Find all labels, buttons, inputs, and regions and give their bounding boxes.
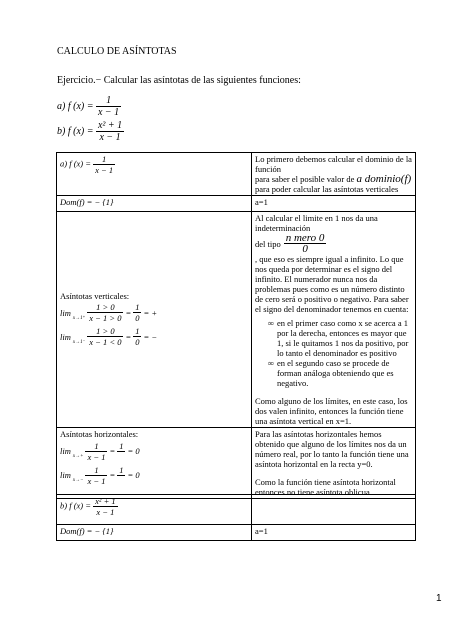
limit-result: = + [143, 307, 158, 318]
limit-subscript: x→− [72, 478, 84, 483]
analysis-table-a [56, 152, 416, 499]
table-a-domain: Dom(f) = − {1} [57, 196, 252, 212]
table-a-domain-note [252, 153, 416, 196]
limit-result-numerator: 1 [135, 302, 140, 312]
limit-numerator: 1 > 0 [96, 302, 115, 312]
horizontal-explanation: Para las asíntotas horizontales hemos obtenido que alguno de los límites nos da un número real, por lo tanto la función tiene una asíntota horizontal en la recta y=0. [255, 429, 409, 469]
explanation-line2: del tipo [255, 238, 281, 249]
vertical-asymptotes-cell [57, 212, 252, 428]
table-a-denominator: x − 1 [95, 165, 114, 175]
indeterminate-numerator: n mero 0 [285, 232, 325, 244]
oblique-conclusion: Como la función tiene asíntota horizontal entonces no tiene asíntota oblicua. [255, 477, 396, 497]
vertical-asymptotes-explanation [252, 212, 416, 428]
table-a-label: a) [60, 158, 68, 169]
vertical-limit-right [60, 301, 248, 325]
table-b-fx: f (x) = [69, 500, 91, 511]
vertical-asymptotes-title: Asíntotas verticales: [60, 290, 130, 301]
vertical-limit-left [60, 325, 248, 349]
function-b [57, 120, 124, 143]
limit-equals: = [109, 470, 116, 480]
exercise-statement: Ejercicio.− Calcular las asíntotas de las siguientes funciones: [57, 75, 301, 86]
table-a-domain-value: a=1 [252, 196, 416, 212]
table-a-function-cell [57, 153, 252, 196]
limit-result-denominator: 0 [135, 337, 140, 347]
limit-symbol: lim [60, 331, 71, 342]
limit-result: = 0 [127, 470, 140, 480]
limit-denominator: x − 1 < 0 [89, 337, 122, 347]
function-b-fx: f (x) = [67, 125, 94, 137]
list-item: ∞ en el primer caso como x se acerca a 1 por la derecha, entonces es mayor que 1, si le quitamos 1 nos da positivo, por lo tanto el denominador es positivo [277, 318, 412, 358]
function-b-denominator: x − 1 [96, 131, 124, 143]
limit-equals: = [125, 331, 132, 342]
limit-result-numerator: 1 [119, 464, 124, 475]
limit-numerator: 1 > 0 [96, 326, 115, 336]
table-b-denominator: x − 1 [93, 506, 118, 517]
limit-result-numerator: 1 [119, 440, 124, 451]
function-a-fx: f (x) = [67, 100, 94, 112]
limit-symbol: lim [60, 307, 71, 318]
table-b-domain-value: a=1 [252, 525, 416, 541]
horizontal-limit-plus [60, 439, 248, 463]
limit-subscript: x→+ [72, 454, 84, 459]
domain-note-math: a dominio(f) [356, 173, 412, 185]
function-a-denominator: x − 1 [97, 107, 120, 118]
table-a-fx: f (x) = [69, 158, 91, 169]
limit-result: = 0 [127, 446, 140, 456]
function-a-numerator: 1 [106, 95, 112, 106]
table-b-empty-cell [252, 495, 416, 525]
limit-symbol: lim [60, 470, 71, 480]
table-b-domain: Dom(f) = − {1} [57, 525, 252, 541]
domain-note-line1: Lo primero debemos calcular el dominio de la función [255, 154, 412, 174]
limit-result-denominator: 0 [135, 313, 140, 323]
sign-analysis-list [255, 318, 412, 388]
page-number: 1 [436, 593, 442, 604]
limit-denominator: x − 1 [87, 475, 106, 486]
table-b-function-cell [57, 495, 252, 525]
table-a-numerator: 1 [102, 154, 107, 164]
limit-result-denominator [117, 475, 125, 486]
function-a [57, 95, 121, 118]
limit-symbol: lim [60, 446, 71, 456]
limit-result-numerator: 1 [135, 326, 140, 336]
function-b-numerator: x² + 1 [97, 120, 123, 131]
limit-result: = − [143, 331, 158, 342]
indeterminate-denominator: 0 [284, 243, 327, 254]
table-b-label: b) [60, 500, 68, 511]
list-item: ∞ en el segundo caso se procede de forman análoga obteniendo que es negativo. [277, 358, 412, 388]
limit-subscript: x→1⁻ [72, 339, 86, 345]
function-a-label: a) [57, 100, 66, 112]
horizontal-asymptotes-explanation [252, 428, 416, 499]
horizontal-asymptotes-cell [57, 428, 252, 499]
document-title: CALCULO DE ASÍNTOTAS [57, 46, 177, 57]
limit-numerator: 1 [94, 440, 99, 451]
vertical-conclusion: Como alguno de los límites, en este caso, los dos valen infinito, entonces la función tiene una asíntota vertical en x=1. [255, 396, 408, 426]
explanation-paragraph: , que eso es siempre igual a infinito. Lo que nos queda por determinar es el signo del infinito. El numerador nunca nos da problemas pues como es un número distinto de cero será o positivo o negativo. Para saber el signo del denominador tenemos en cuenta: [255, 254, 409, 314]
limit-denominator: x − 1 [87, 451, 106, 462]
limit-subscript: x→1⁺ [72, 315, 86, 321]
limit-denominator: x − 1 > 0 [89, 313, 122, 323]
limit-equals: = [109, 446, 116, 456]
explanation-line1: Al calcular el limite en 1 nos da una indeterminación [255, 213, 378, 233]
limit-equals: = [125, 307, 132, 318]
limit-result-denominator [117, 451, 125, 462]
table-b-numerator: x² + 1 [95, 496, 116, 506]
analysis-table-b [56, 494, 416, 541]
limit-numerator: 1 [94, 464, 99, 475]
horizontal-asymptotes-title: Asíntotas horizontales: [60, 429, 139, 439]
horizontal-limit-minus [60, 463, 248, 487]
domain-note-line2: para saber el posible valor de [255, 174, 355, 184]
function-b-label: b) [57, 125, 66, 137]
domain-note-line3: para poder calcular las asíntotas verticales [255, 184, 399, 194]
